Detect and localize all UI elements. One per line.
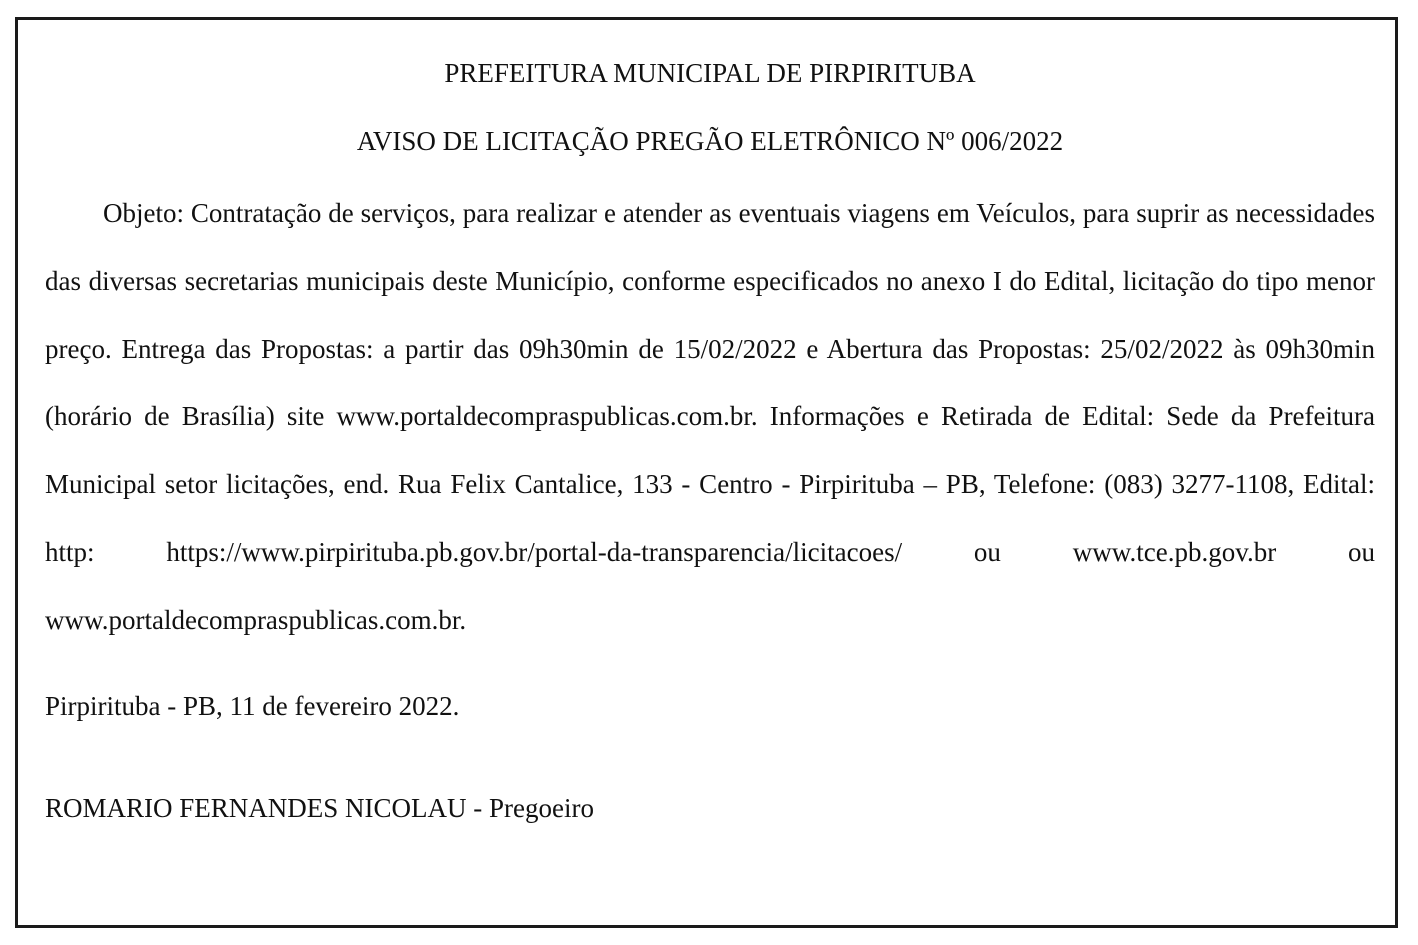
notice-frame — [15, 17, 1398, 928]
notice-body: Objeto: Contratação de serviços, para realizar e atender as eventuais viagens em Veículos, para suprir as necessidades das diversas secretarias municipais deste Município, conforme especificados no anexo I do Edital, licitação do tipo menor preço. Entrega das Propostas: a partir das 09h30min de 15/02/2022 e Abertura das Propostas: 25/02/2022 às 09h30min (horário de Brasília) site www.portaldecompraspublicas.com.br. Informações e Retirada de Edital: Sede da Prefeitura Municipal setor licitações, end. Rua Felix Cantalice, 133 - Centro - Pirpirituba – PB, Telefone: (083) 3277-1108, Edital: http: https://www.pirpirituba.pb.gov.br/portal-da-transparencia/licitacoes/ ou www.tce.pb.gov.br ou www.portaldecompraspublicas.com.br. — [45, 198, 1375, 635]
notice-date: Pirpirituba - PB, 11 de fevereiro 2022. — [45, 690, 460, 721]
notice-signature: ROMARIO FERNANDES NICOLAU - Pregoeiro — [45, 792, 594, 823]
notice-content — [45, 20, 1375, 825]
notice-title: PREFEITURA MUNICIPAL DE PIRPIRITUBA — [444, 58, 976, 88]
notice-subtitle: AVISO DE LICITAÇÃO PREGÃO ELETRÔNICO Nº 006/2022 — [356, 126, 1064, 156]
